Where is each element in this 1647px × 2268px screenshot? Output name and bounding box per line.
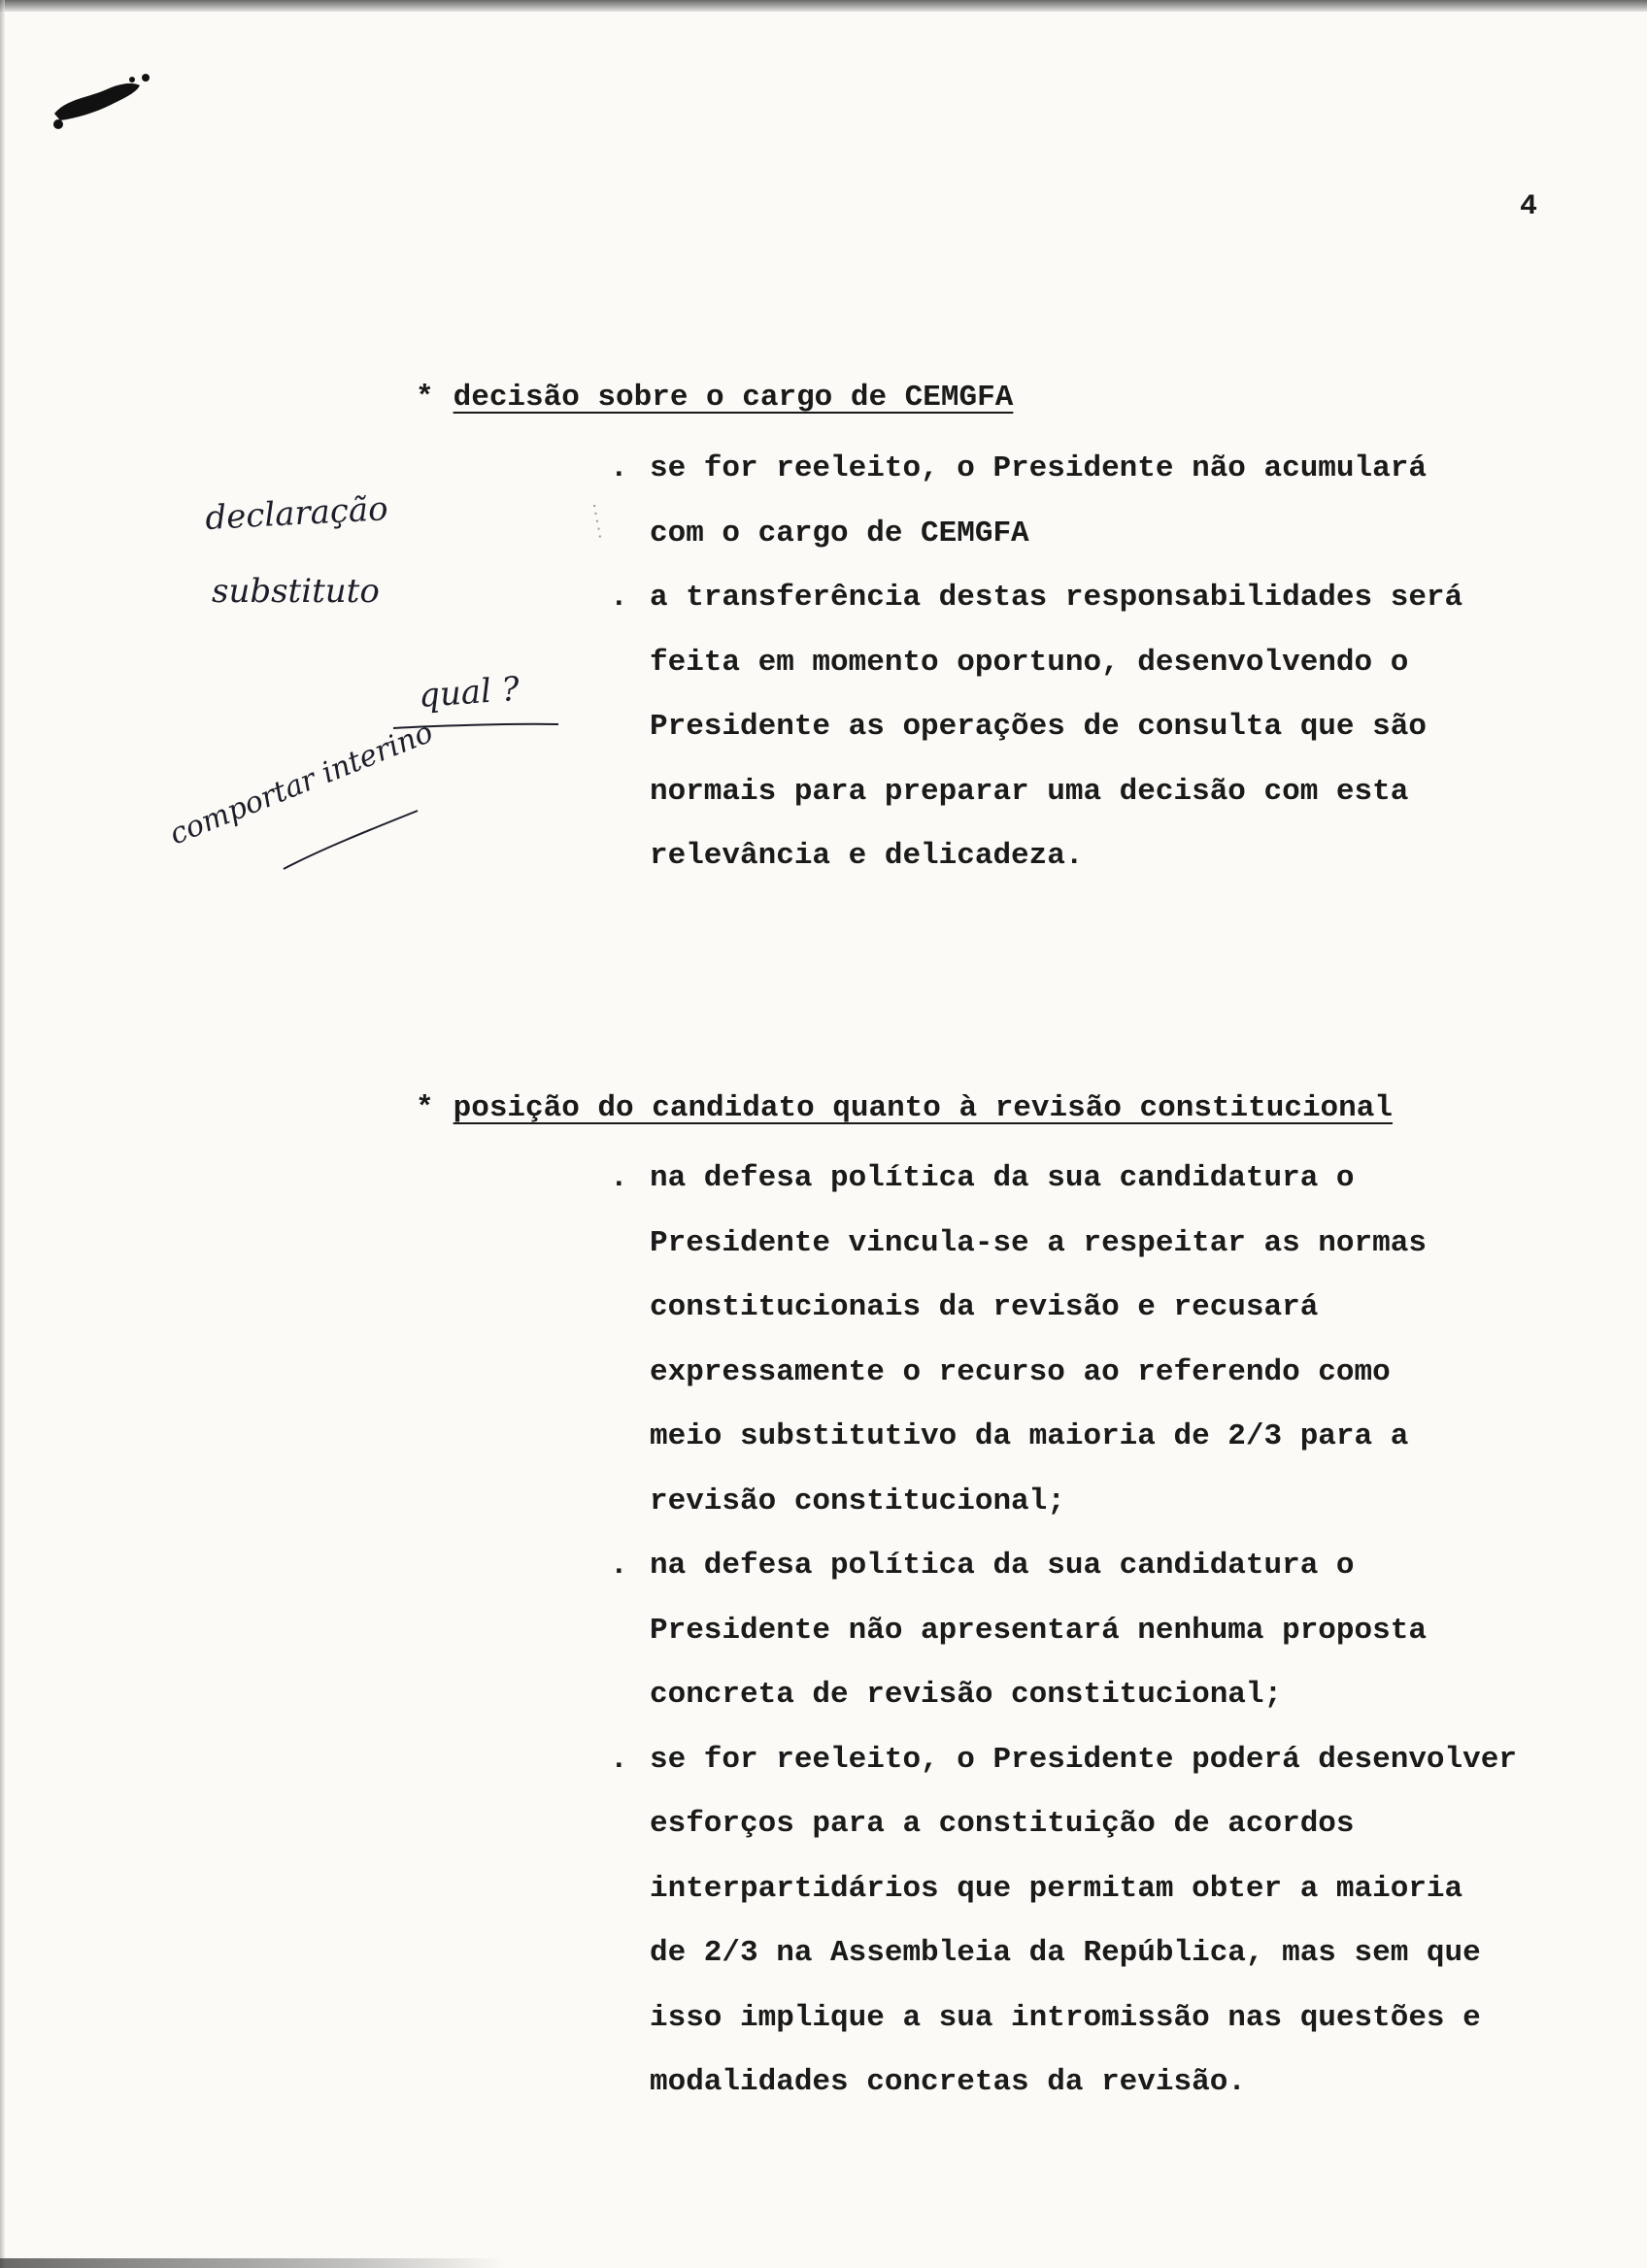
bullet-item	[610, 1534, 1620, 1728]
text-line: constitucionais da revisão e recusará	[650, 1290, 1319, 1324]
bullet-item	[610, 566, 1542, 889]
text-line: . na defesa política da sua candidatura o	[650, 1549, 1355, 1583]
text-line: . se for reeleito, o Presidente não acumulará	[650, 451, 1427, 485]
text-line: expressamente o recurso ao referendo como	[650, 1354, 1391, 1389]
text-line: . a transferência destas responsabilidades será	[650, 581, 1463, 615]
scan-edge-left	[0, 0, 5, 2268]
handwritten-note-declaracao: declaração	[204, 489, 389, 538]
section-title: posição do candidato quanto à revisão constitucional	[453, 1091, 1393, 1125]
text-line: Presidente não apresentará nenhuma proposta	[650, 1613, 1427, 1648]
text-line: com o cargo de CEMGFA	[650, 516, 1029, 550]
text-line: . se for reeleito, o Presidente poderá desenvolver	[650, 1742, 1517, 1777]
bullet-item	[610, 1728, 1620, 2116]
scan-edge-bottom	[0, 2258, 505, 2268]
ink-blot-mark	[47, 60, 153, 138]
handwritten-note-qual: qual ?	[417, 669, 521, 716]
handwritten-note-comportar-interino: comportar interino	[164, 715, 438, 852]
section-heading	[416, 1091, 1393, 1125]
text-line: de 2/3 na Assembleia da República, mas sem que	[650, 1936, 1481, 1970]
text-line: concreta de revisão constitucional;	[650, 1678, 1283, 1712]
handwritten-note-substituto: substituto	[212, 572, 380, 611]
asterisk-marker: *	[416, 1091, 434, 1125]
text-line: meio substitutivo da maioria de 2/3 para a	[650, 1419, 1409, 1453]
text-line: feita em momento oportuno, desenvolvendo o	[650, 645, 1409, 680]
handwritten-underline	[284, 811, 418, 869]
text-line: Presidente vincula-se a respeitar as normas	[650, 1225, 1427, 1260]
text-line: modalidades concretas da revisão.	[650, 2065, 1246, 2099]
text-line: isso implique a sua intromissão nas questões e	[650, 2000, 1481, 2035]
page-number: 4	[1520, 190, 1538, 223]
text-line: relevância e delicadeza.	[650, 839, 1084, 873]
section-heading	[416, 381, 1013, 415]
faint-margin-mark	[594, 505, 600, 540]
bullet-item	[610, 1147, 1620, 1534]
text-line: esforços para a constituição de acordos	[650, 1807, 1355, 1841]
handwritten-underline	[393, 724, 558, 728]
bullet-list	[610, 437, 1542, 889]
text-line: . na defesa política da sua candidatura o	[650, 1161, 1355, 1195]
text-line: interpartidários que permitam obter a maioria	[650, 1871, 1463, 1906]
bullet-item	[610, 437, 1542, 566]
asterisk-marker: *	[416, 381, 434, 415]
text-line: revisão constitucional;	[650, 1484, 1065, 1518]
section-title: decisão sobre o cargo de CEMGFA	[453, 381, 1014, 415]
scan-edge-top	[0, 0, 1647, 12]
text-line: Presidente as operações de consulta que são	[650, 710, 1427, 744]
text-line: normais para preparar uma decisão com esta	[650, 774, 1409, 809]
bullet-list	[610, 1147, 1620, 2116]
